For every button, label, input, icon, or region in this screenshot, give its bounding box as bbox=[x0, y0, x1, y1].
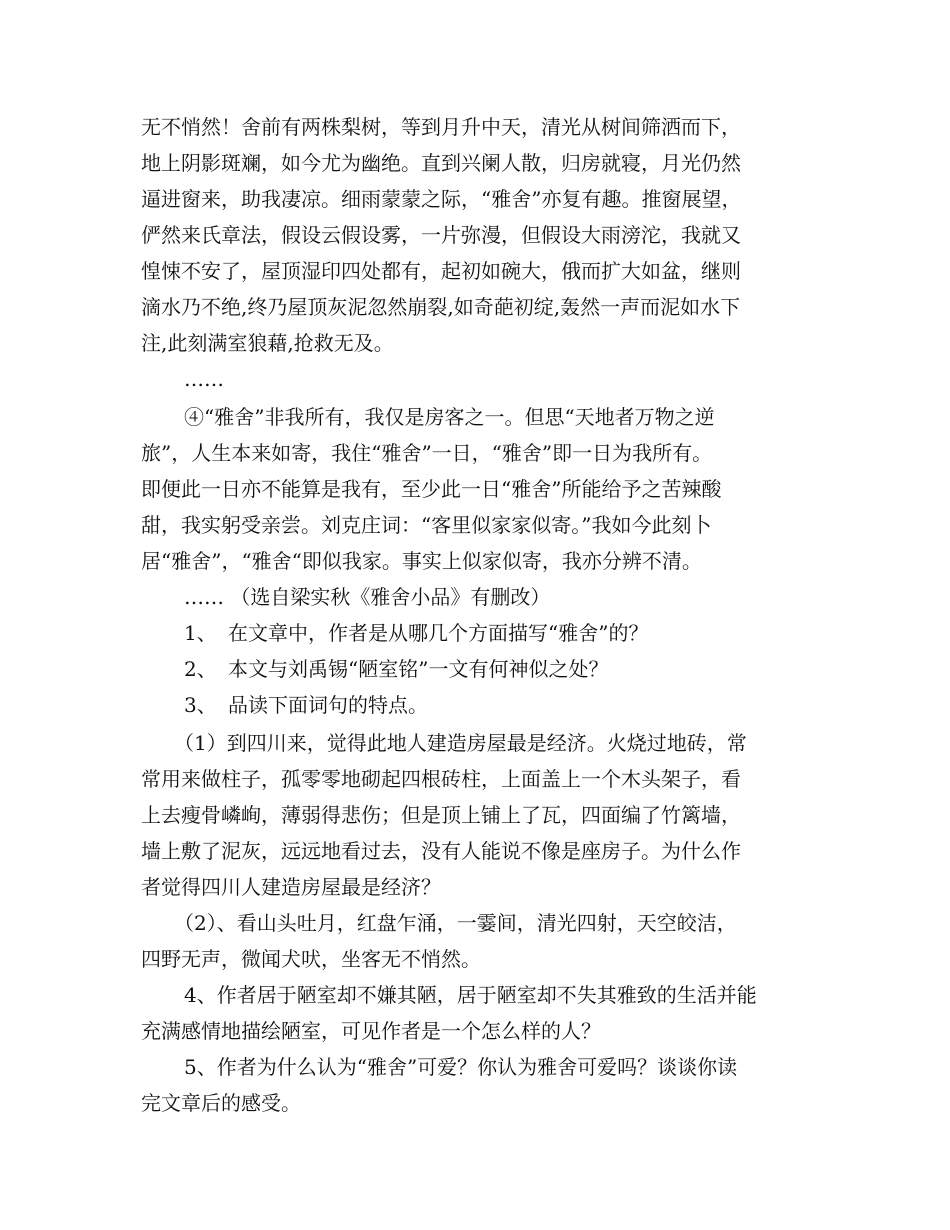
question-number: 2、 bbox=[184, 657, 217, 681]
paragraph-4-line: 旅”，人生本来如寄，我住“雅舍”一日，“雅舍”即一日为我所有。 bbox=[141, 441, 713, 465]
question-5-line: 5、作者为什么认为“雅舍”可爱？你认为雅舍可爱吗？谈谈你读 bbox=[184, 1055, 738, 1079]
q3-sub2-line: （2）、看山头吐月，红盘乍涌，一霎间，清光四射，天空皎洁， bbox=[174, 911, 737, 935]
paragraph-4-line: ④“雅舍”非我所有，我仅是房客之一。但思“天地者万物之逆 bbox=[184, 405, 715, 429]
question-5-line: 完文章后的感受。 bbox=[141, 1091, 301, 1115]
q3-sub1-line: 者觉得四川人建造房屋最是经济？ bbox=[141, 875, 441, 899]
passage-line: 俨然来氏章法，假设云假设雾，一片弥漫，但假设大雨滂沱，我就又 bbox=[141, 223, 741, 247]
passage-line: 滴水乃不绝,终乃屋顶灰泥忽然崩裂,如奇葩初绽,轰然一声而泥如水下 bbox=[141, 295, 741, 319]
question-3 bbox=[184, 690, 864, 720]
question-4-line: 充满感情地描绘陋室，可见作者是一个怎么样的人？ bbox=[141, 1019, 601, 1043]
q3-sub1-line: （1）到四川来，觉得此地人建造房屋最是经济。火烧过地砖，常 bbox=[174, 731, 747, 755]
passage-line: 注,此刻满室狼藉,抢救无及。 bbox=[141, 331, 394, 355]
q3-sub1-line: 常用来做柱子，孤零零地砌起四根砖柱，上面盖上一个木头架子，看 bbox=[141, 767, 741, 791]
paragraph-4-line: 甜，我实躬受亲尝。刘克庄词：“客里似家家似寄。”我如今此刻卜 bbox=[141, 513, 712, 537]
question-text: 在文章中，作者是从哪几个方面描写“雅舍”的？ bbox=[228, 621, 649, 645]
question-1 bbox=[184, 618, 864, 648]
q3-sub1-line: 墙上敷了泥灰，远远地看过去，没有人能说不像是座房子。为什么作 bbox=[141, 839, 741, 863]
q3-sub1-line: 上去瘦骨嶙峋，薄弱得悲伤；但是顶上铺上了瓦，四面编了竹篱墙， bbox=[141, 803, 741, 827]
paragraph-4-line: 即便此一日亦不能算是我有，至少此一日“雅舍”所能给予之苦辣酸 bbox=[141, 477, 722, 501]
question-text: 品读下面词句的特点。 bbox=[228, 693, 428, 717]
passage-line: 逼进窗来，助我凄凉。细雨蒙蒙之际，“雅舍”亦复有趣。推窗展望， bbox=[141, 187, 742, 211]
passage-line: 惶悚不安了，屋顶湿印四处都有，起初如碗大，俄而扩大如盆，继则 bbox=[141, 259, 741, 283]
ellipsis: …… bbox=[184, 367, 224, 391]
passage-line: 无不悄然！舍前有两株梨树，等到月升中天，清光从树间筛洒而下， bbox=[141, 115, 741, 139]
question-text: 本文与刘禹锡“陋室铭”一文有何神似之处？ bbox=[228, 657, 609, 681]
question-4-line: 4、作者居于陋室却不嫌其陋，居于陋室却不失其雅致的生活并能 bbox=[184, 983, 757, 1007]
q3-sub2-line: 四野无声，微闻犬吠，坐客无不悄然。 bbox=[141, 947, 481, 971]
question-number: 1、 bbox=[184, 621, 217, 645]
passage-line: 地上阴影斑斓，如今尤为幽绝。直到兴阑人散，归房就寝，月光仍然 bbox=[141, 151, 741, 175]
source-citation: …… （选自梁实秋《雅舍小品》有删改） bbox=[184, 585, 551, 609]
paragraph-4-line: 居“雅舍”，“雅舍“即似我家。事实上似家似寄，我亦分辨不清。 bbox=[141, 549, 702, 573]
question-2 bbox=[184, 654, 864, 684]
question-number: 3、 bbox=[184, 693, 217, 717]
